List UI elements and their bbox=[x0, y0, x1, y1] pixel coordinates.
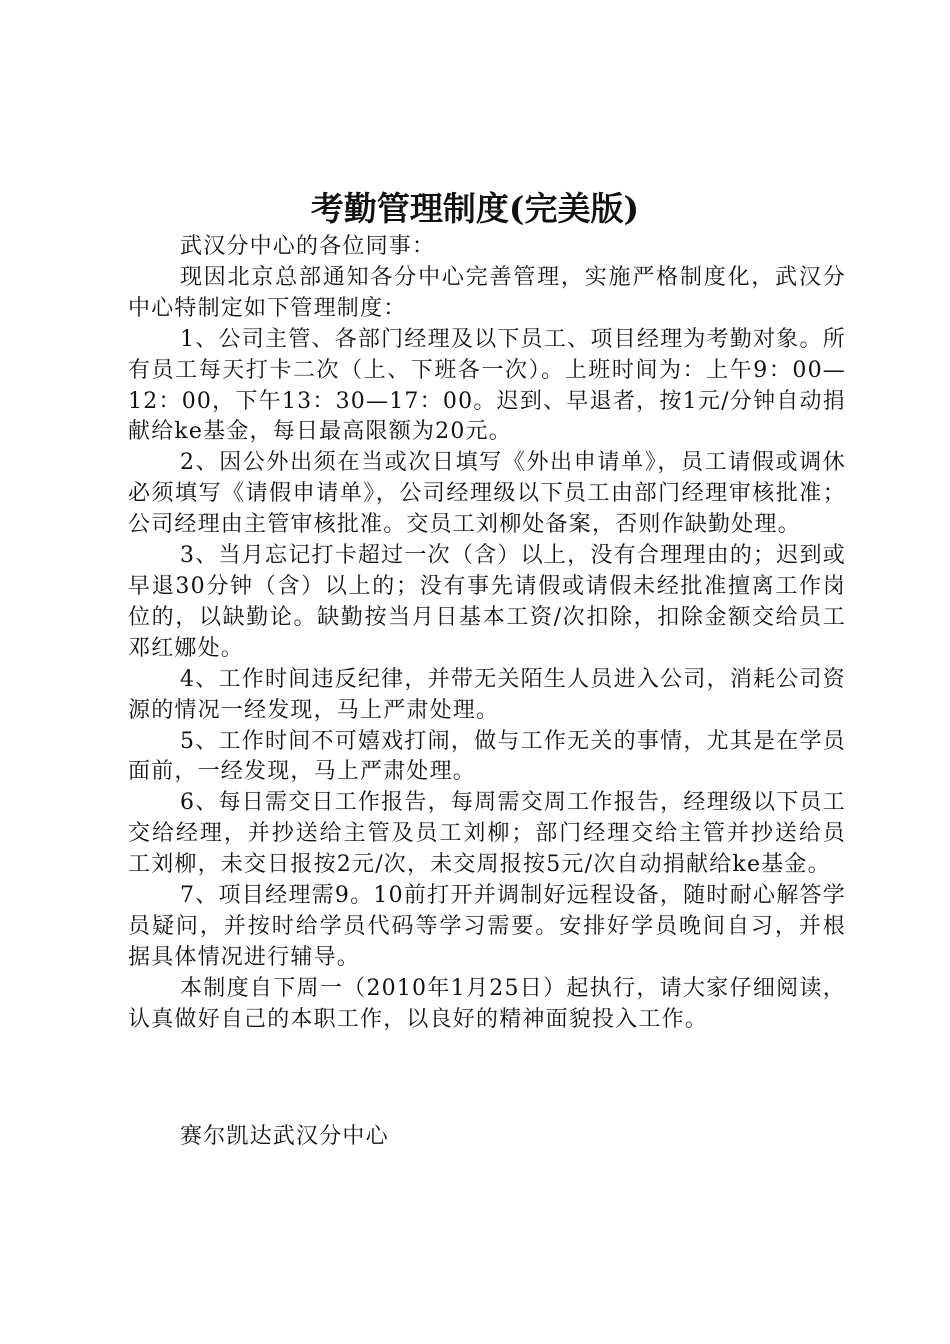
rule-3-paragraph: 3、当月忘记打卡超过一次（含）以上，没有合理理由的；迟到或早退30分钟（含）以上的；没有事先请假或请假未经批准擅离工作岗位的，以缺勤论。缺勤按当月日基本工资/次扣除，扣除金额交给员工邓红娜处。 bbox=[128, 543, 846, 661]
rule-1-paragraph: 1、公司主管、各部门经理及以下员工、项目经理为考勤对象。所有员工每天打卡二次（上、下班各一次）。上班时间为：上午9：00—12：00，下午13：30—17：00。迟到、早退者，按1元/分钟自动捐献给ke基金，每日最高限额为20元。 bbox=[128, 326, 846, 445]
greeting: 武汉分中心的各位同事： bbox=[180, 234, 436, 259]
signature: 赛尔凯达武汉分中心 bbox=[180, 1124, 389, 1149]
effective-date-paragraph: 本制度自下周一（2010年1月25日）起执行，请大家仔细阅读，认真做好自己的本职工作，以良好的精神面貌投入工作。 bbox=[128, 975, 846, 1032]
rule-5-paragraph: 5、工作时间不可嬉戏打闹，做与工作无关的事情，尤其是在学员面前，一经发现，马上严肃处理。 bbox=[128, 728, 846, 785]
rule-4-paragraph: 4、工作时间违反纪律，并带无关陌生人员进入公司，消耗公司资源的情况一经发现，马上严肃处理。 bbox=[128, 666, 846, 723]
document-title: 考勤管理制度(完美版) bbox=[310, 189, 640, 228]
rule-6-paragraph: 6、每日需交日工作报告，每周需交周工作报告，经理级以下员工交给经理，并抄送给主管及员工刘柳；部门经理交给主管并抄送给员工刘柳，未交日报按2元/次，未交周报按5元/次自动捐献给ke基金。 bbox=[128, 790, 846, 878]
rule-2-paragraph: 2、因公外出须在当或次日填写《外出申请单》，员工请假或调休必须填写《请假申请单》，公司经理级以下员工由部门经理审核批准；公司经理由主管审核批准。交员工刘柳处备案，否则作缺勤处理。 bbox=[128, 450, 846, 538]
intro-paragraph: 现因北京总部通知各分中心完善管理，实施严格制度化，武汉分中心特制定如下管理制度： bbox=[128, 264, 846, 321]
rule-7-paragraph: 7、项目经理需9。10前打开并调制好远程设备，随时耐心解答学员疑问，并按时给学员代码等学习需要。安排好学员晚间自习，并根据具体情况进行辅导。 bbox=[128, 883, 846, 970]
document-body bbox=[128, 232, 846, 1036]
